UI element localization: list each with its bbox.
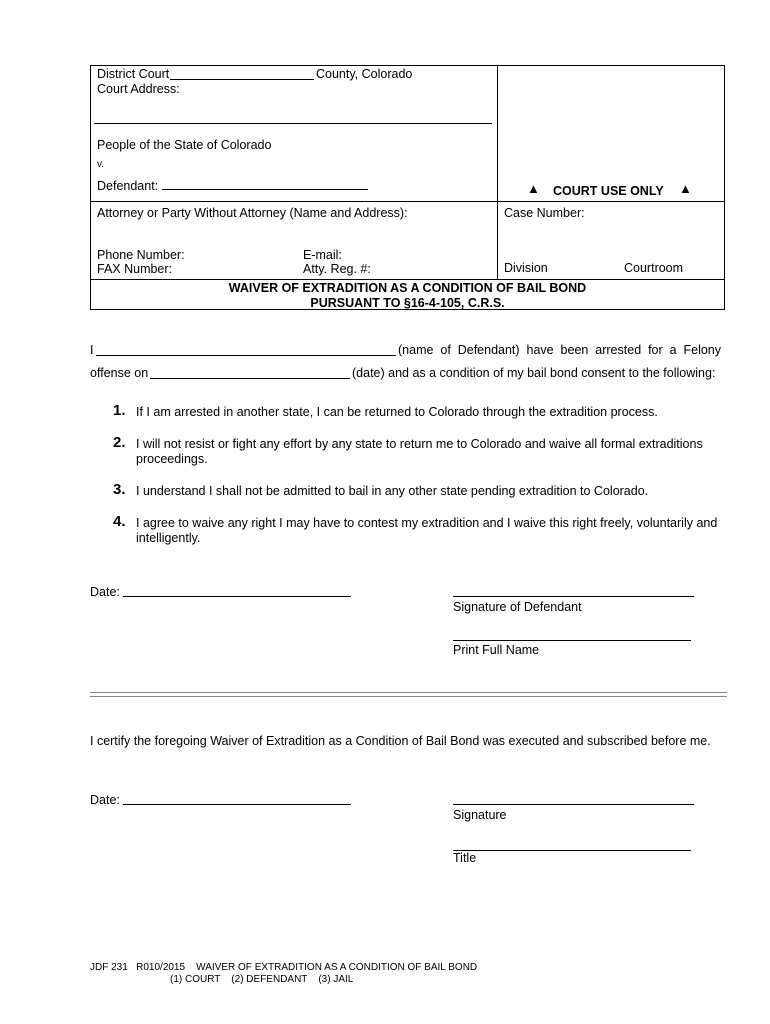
court-use-only-label: COURT USE ONLY	[553, 184, 664, 198]
atty-reg-label: Atty. Reg. #:	[303, 262, 371, 276]
courtroom-label: Courtroom	[624, 261, 684, 275]
division-label: Division	[504, 261, 548, 275]
intro-date-text: (date) and as a condition of my bail bond consent to the following:	[352, 366, 716, 380]
item-3-text: I understand I shall not be admitted to bail in any other state pending extradition to Colorado.	[136, 484, 649, 498]
district-court-label: District Court	[97, 67, 170, 81]
footer-line1: JDF 231 R010/2015 WAIVER OF EXTRADITION AS A CONDITION OF BAIL BOND	[90, 962, 478, 973]
offense-date-field[interactable]	[150, 378, 350, 379]
defendant-signature-label: Signature of Defendant	[453, 600, 582, 614]
defendant-field[interactable]	[162, 189, 368, 190]
certify-date-label: Date:	[90, 793, 120, 807]
certify-date-field[interactable]	[123, 804, 351, 805]
fax-label: FAX Number:	[97, 262, 173, 276]
form-title-line2: PURSUANT TO §16-4-105, C.R.S.	[310, 296, 505, 310]
intro-name-text: (name of Defendant) have been arrested for a Felony	[398, 343, 721, 357]
item-2-number: 2.	[113, 434, 126, 451]
caption-divider-vertical	[497, 65, 498, 280]
section-separator	[90, 692, 727, 697]
phone-label: Phone Number:	[97, 248, 185, 262]
court-address-field[interactable]	[94, 123, 492, 124]
attorney-label: Attorney or Party Without Attorney (Name and Address):	[97, 206, 408, 220]
triangle-left-icon: ▲	[527, 181, 540, 196]
defendant-name-field[interactable]	[96, 355, 396, 356]
print-name-field[interactable]	[453, 640, 691, 641]
defendant-signature-field[interactable]	[453, 596, 694, 597]
case-number-label: Case Number:	[504, 206, 585, 220]
defendant-label: Defendant:	[97, 179, 159, 193]
defendant-date-label: Date:	[90, 585, 120, 599]
item-3-number: 3.	[113, 481, 126, 498]
email-label: E-mail:	[303, 248, 342, 262]
item-4-text: I agree to waive any right I may have to contest my extradition and I waive this right freely, voluntarily and intelligently.	[136, 516, 718, 545]
certify-text: I certify the foregoing Waiver of Extradition as a Condition of Bail Bond was executed and subscribed before me.	[90, 734, 711, 748]
item-1-number: 1.	[113, 402, 126, 419]
print-name-label: Print Full Name	[453, 643, 540, 657]
footer-line2: (1) COURT (2) DEFENDANT (3) JAIL	[170, 974, 354, 985]
triangle-right-icon: ▲	[679, 181, 692, 196]
intro-i: I	[90, 343, 94, 357]
defendant-date-field[interactable]	[123, 596, 351, 597]
item-4-number: 4.	[113, 513, 126, 530]
versus-label: v.	[97, 159, 105, 170]
certify-title-field[interactable]	[453, 850, 691, 851]
intro-offense-on: offense on	[90, 366, 149, 380]
item-1-text: If I am arrested in another state, I can be returned to Colorado through the extradition process.	[136, 405, 658, 419]
certify-signature-label: Signature	[453, 808, 507, 822]
caption-divider-attorney	[90, 201, 725, 202]
court-address-label: Court Address:	[97, 82, 180, 96]
district-court-field[interactable]	[170, 79, 314, 80]
county-label: County, Colorado	[316, 67, 413, 81]
caption-divider-title	[90, 279, 725, 280]
certify-title-label: Title	[453, 851, 477, 865]
people-label: People of the State of Colorado	[97, 138, 272, 152]
form-title-line1: WAIVER OF EXTRADITION AS A CONDITION OF BAIL BOND	[228, 281, 587, 295]
certify-signature-field[interactable]	[453, 804, 694, 805]
item-2-text: I will not resist or fight any effort by any state to return me to Colorado and waive all formal extraditions proceedings.	[136, 437, 703, 466]
